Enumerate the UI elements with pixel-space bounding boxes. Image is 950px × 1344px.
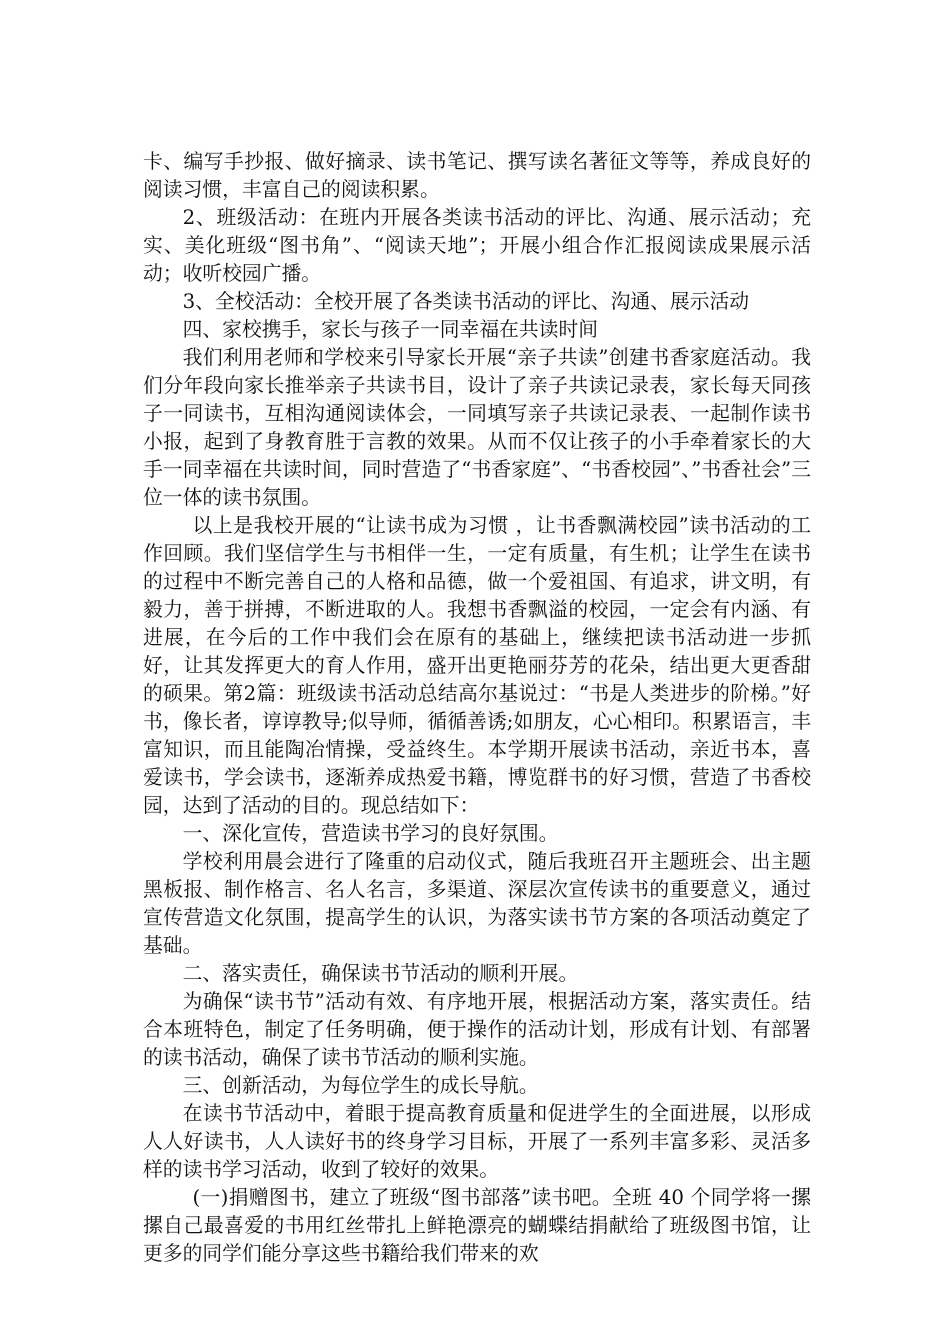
paragraph: 在读书节活动中，着眼于提高教育质量和促进学生的全面进展，以形成人人好读书，人人读好书的终身学习目标，开展了一系列丰富多彩、灵活多样的读书学习活动，收到了较好的效果。: [143, 1102, 811, 1181]
paragraph: (一)捐赠图书，建立了班级“图书部落”读书吧。全班 40 个同学将一摞摞自己最喜爱的书用红丝带扎上鲜艳漂亮的蝴蝶结捐献给了班级图书馆，让更多的同学们能分享这些书籍给我们带来的欢: [143, 1186, 811, 1265]
document-body: [143, 148, 811, 1268]
section-heading: 二、落实责任，确保读书节活动的顺利开展。: [182, 962, 579, 985]
section-heading: 一、深化宣传，营造读书学习的良好氛围。: [182, 822, 559, 845]
paragraph: 学校利用晨会进行了隆重的启动仪式，随后我班召开主题班会、出主题黑板报、制作格言、名人名言，多渠道、深层次宣传读书的重要意义，通过宣传营造文化氛围，提高学生的认识，为落实读书节方案的各项活动奠定了基础。: [143, 850, 811, 957]
paragraph: 3、全校活动：全校开展了各类读书活动的评比、沟通、展示活动: [182, 290, 750, 313]
paragraph: 2、班级活动：在班内开展各类读书活动的评比、沟通、展示活动；充实、美化班级“图书角”、“阅读天地”；开展小组合作汇报阅读成果展示活动；收听校园广播。: [143, 206, 811, 285]
section-heading: 三、创新活动，为每位学生的成长导航。: [182, 1074, 539, 1097]
paragraph: 卡、编写手抄报、做好摘录、读书笔记、撰写读名著征文等等，养成良好的阅读习惯，丰富自己的阅读积累。: [143, 150, 811, 201]
paragraph: 为确保“读书节”活动有效、有序地开展，根据活动方案，落实责任。结合本班特色，制定了任务明确，便于操作的活动计划，形成有计划、有部署的读书活动，确保了读书节活动的顺利实施。: [143, 990, 811, 1069]
paragraph: 我们利用老师和学校来引导家长开展“亲子共读”创建书香家庭活动。我们分年段向家长推举亲子共读书目，设计了亲子共读记录表，家长每天同孩子一同读书，互相沟通阅读体会，一同填写亲子共读记录表、一起制作读书小报，起到了身教育胜于言教的效果。从而不仅让孩子的小手牵着家长的大手一同幸福在共读时间，同时营造了“书香家庭”、“书香校园”、”书香社会”三位一体的读书氛围。: [143, 346, 811, 509]
section-heading: 四、家校携手，家长与孩子一同幸福在共读时间: [182, 318, 599, 341]
paragraph: 以上是我校开展的“让读书成为习惯 ，让书香飘满校园”读书活动的工作回顾。我们坚信学生与书相伴一生，一定有质量，有生机；让学生在读书的过程中不断完善自己的人格和品德，做一个爱祖国、有追求，讲文明，有毅力，善于拼搏，不断进取的人。我想书香飘溢的校园，一定会有内涵、有进展，在今后的工作中我们会在原有的基础上，继续把读书活动进一步抓好，让其发挥更大的育人作用，盛开出更艳丽芬芳的花朵，结出更大更香甜的硕果。第2篇：班级读书活动总结高尔基说过：“书是人类进步的阶梯。”好书，像长者，谆谆教导;似导师，循循善诱;如朋友，心心相印。积累语言，丰富知识，而且能陶冶情操，受益终生。本学期开展读书活动，亲近书本，喜爱读书，学会读书，逐渐养成热爱书籍，博览群书的好习惯，营造了书香校园，达到了活动的目的。现总结如下：: [143, 514, 811, 817]
